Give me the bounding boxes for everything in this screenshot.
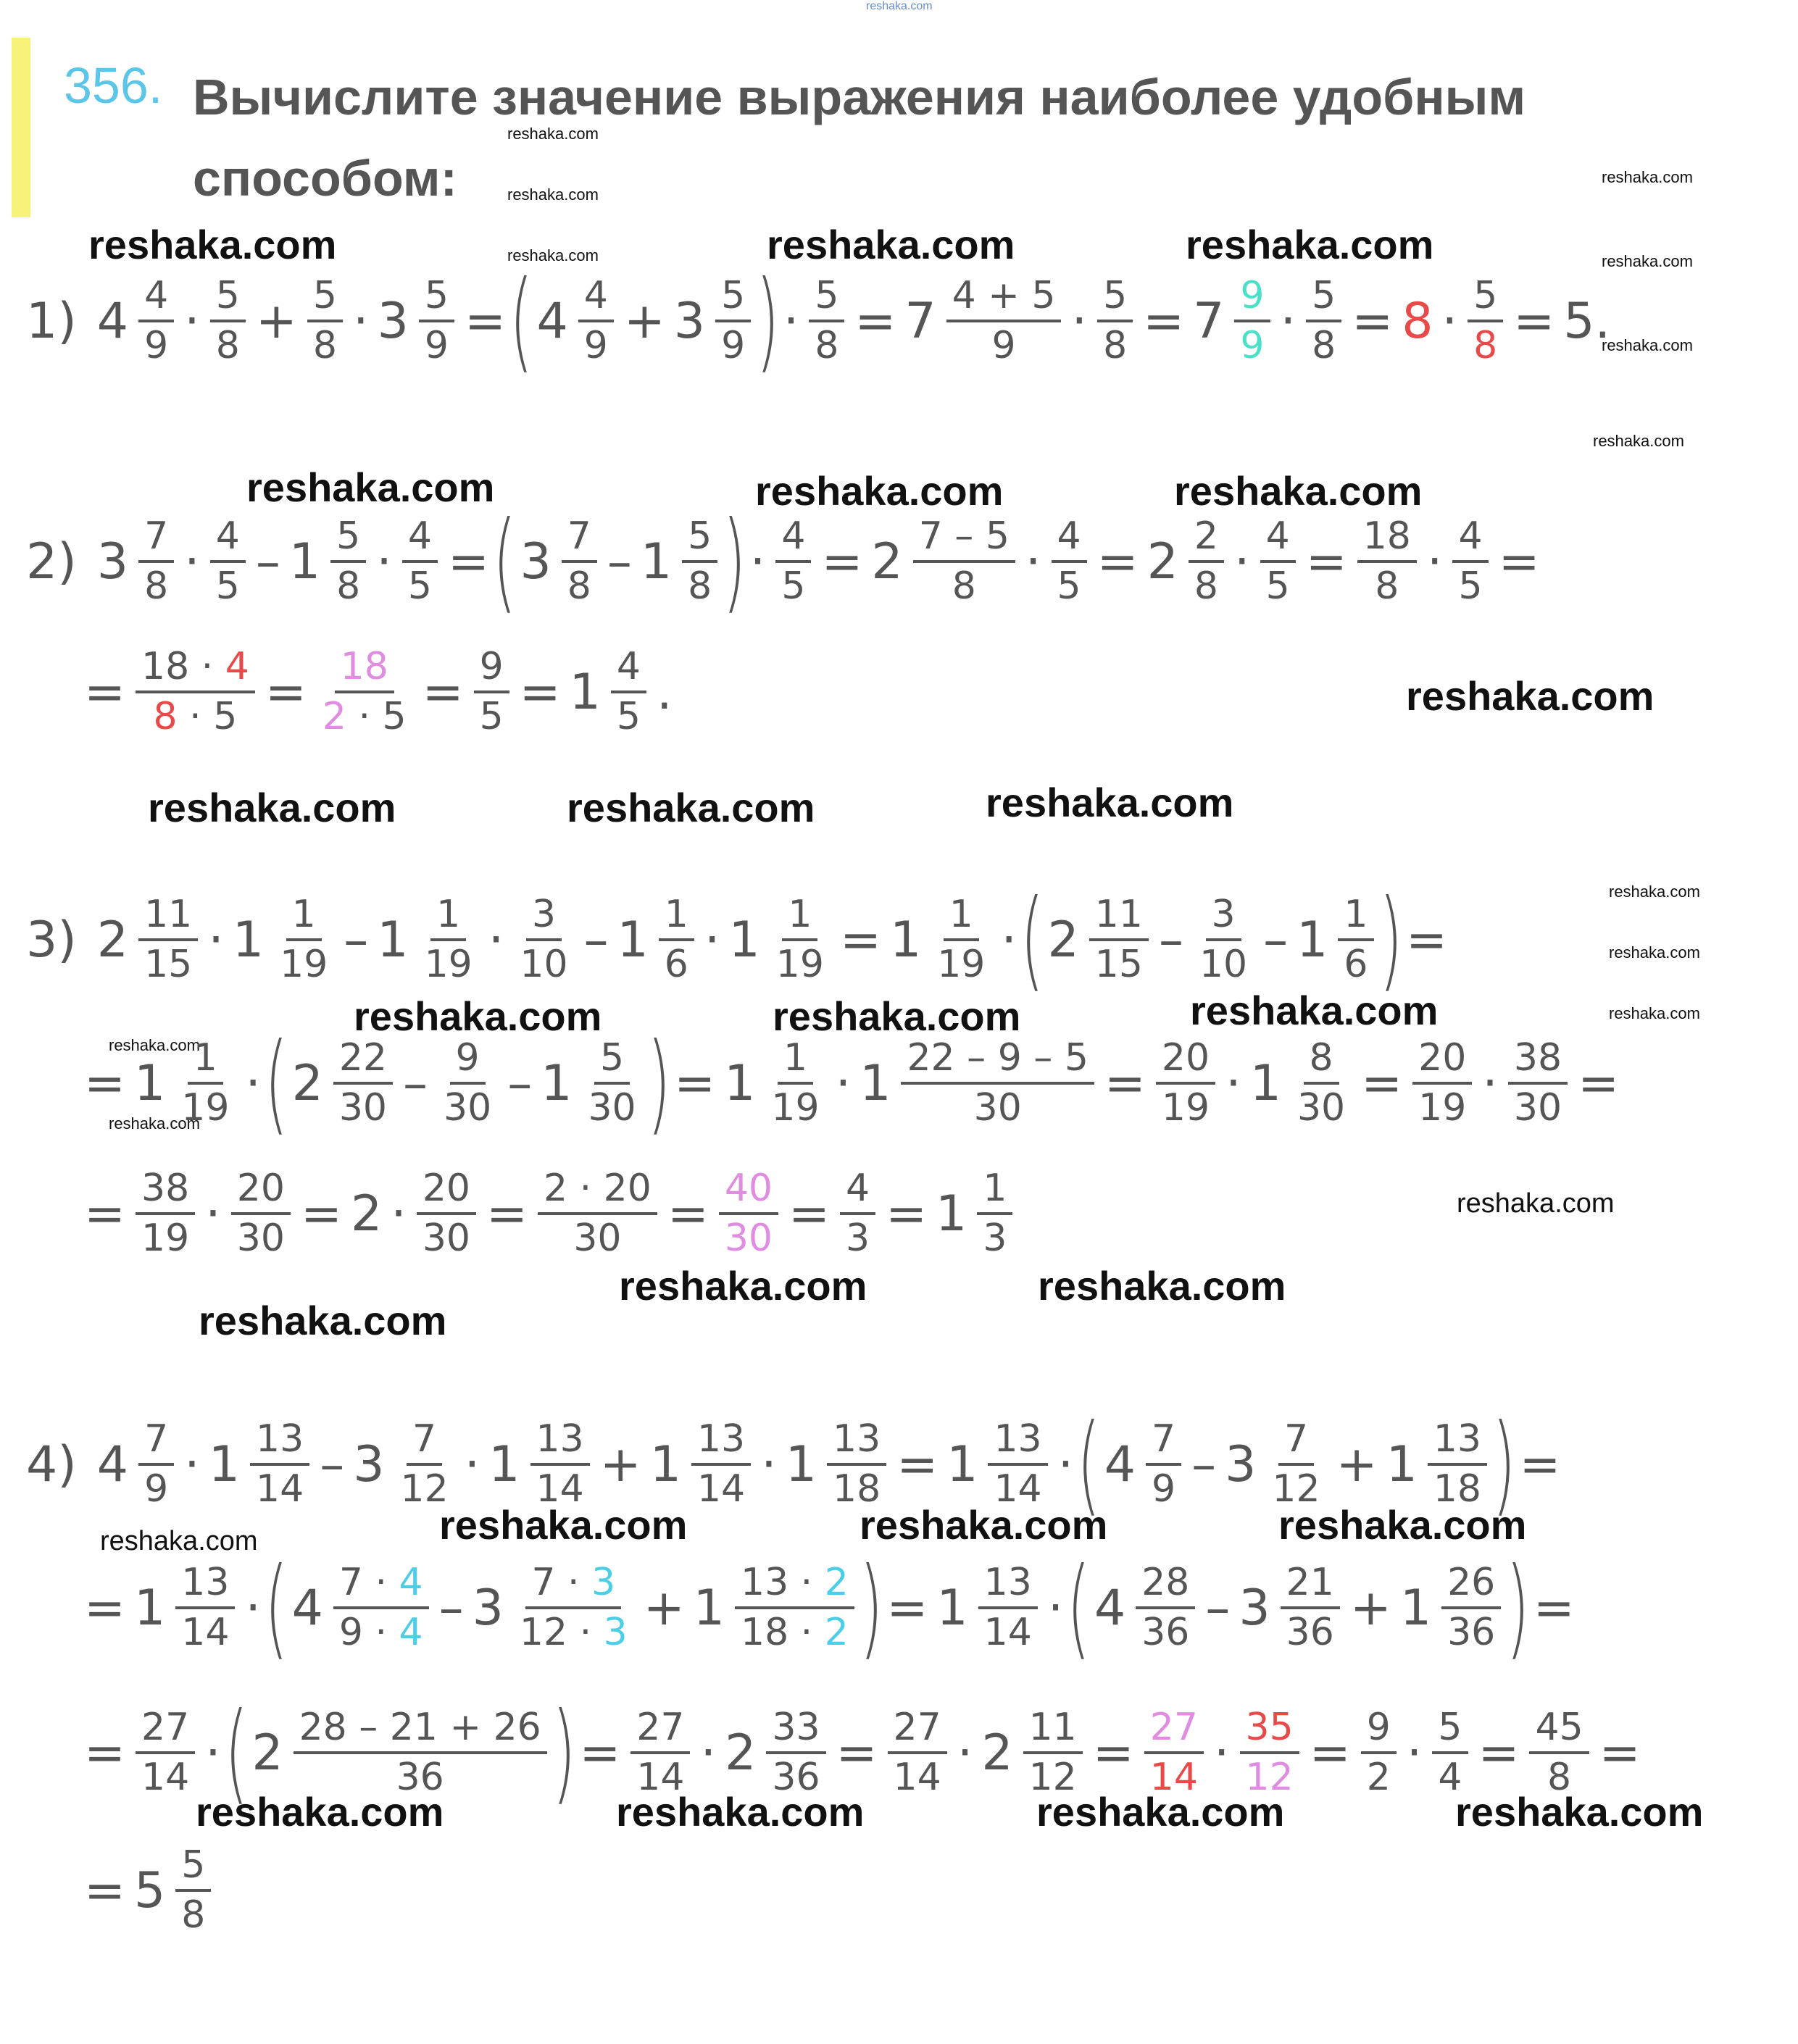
watermark: reshaka.com	[755, 468, 1004, 514]
watermark: reshaka.com	[1186, 222, 1434, 267]
watermark: reshaka.com	[1609, 1004, 1700, 1022]
task-number: 356.	[64, 57, 163, 114]
watermark: reshaka.com	[567, 785, 815, 830]
watermark: reshaka.com	[507, 185, 599, 204]
watermark: reshaka.com	[507, 125, 599, 143]
watermark: reshaka.com	[109, 1114, 200, 1132]
watermark: reshaka.com	[767, 222, 1015, 267]
watermark: reshaka.com	[1036, 1789, 1285, 1835]
watermark: reshaka.com	[1609, 943, 1700, 961]
solution-3-line-2: = 1 $\frac{1}{19}$ · ( 2 $\frac{22}{30}$ – $\frac{9}{30}$ – 1 $\frac{5}{30}$ ) = 1 $\frac{1}{19}$ · 1 $\frac{22 - 9 - 5}{30}$ = $\frac{20}{19}$ · 1 $\frac{8}{30}$ = $\frac{20}{19}$ · $\frac{38}{30}$ =	[84, 1020, 1620, 1146]
watermark: reshaka.com	[1609, 883, 1700, 901]
watermark: reshaka.com	[1593, 432, 1684, 450]
watermark: reshaka.com	[1174, 468, 1423, 514]
highlight-bar	[12, 38, 30, 217]
solution-label: 3)	[26, 911, 77, 969]
watermark: reshaka.com	[1278, 1502, 1527, 1548]
solution-1-line-1: 1) 4 $\frac{4}{9}$ · $\frac{5}{8}$ + $\frac{5}{8}$ · 3 $\frac{5}{9}$ = ( 4 $\frac{4}{9}$ + 3 $\frac{5}{9}$ ) · $\frac{5}{8}$ = 7 $\frac{4 + 5}{9}$ · $\frac{5}{8}$ = 7 $\frac{9}{9}$ · $\frac{5}{8}$ = 8 · $\frac{5}{8}$ = 5.	[22, 267, 1615, 375]
watermark: reshaka.com	[196, 1789, 444, 1835]
watermark: reshaka.com	[773, 993, 1021, 1039]
solution-label: 2)	[26, 533, 77, 591]
watermark: reshaka.com	[439, 1502, 688, 1548]
solution-4-line-4: = 5 $\frac{5}{8}$	[80, 1845, 217, 1936]
solution-4-line-1: 4) 4 $\frac{7}{9}$ · 1 $\frac{13}{14}$ – 3 $\frac{7}{12}$ · 1 $\frac{13}{14}$ + 1 $\frac{13}{14}$ · 1 $\frac{13}{18}$ = 1 $\frac{13}{14}$ · ( 4 $\frac{7}{9}$ – 3 $\frac{7}{12}$ + 1 $\frac{13}{18}$ ) =	[22, 1410, 1565, 1519]
watermark: reshaka.com	[1602, 336, 1693, 354]
solution-2-line-1: 2) 3 $\frac{7}{8}$ · $\frac{4}{5}$ – 1 $\frac{5}{8}$ · $\frac{4}{5}$ = ( 3 $\frac{7}{8}$ – 1 $\frac{5}{8}$ ) · $\frac{4}{5}$ = 2 $\frac{7 - 5}{8}$ · $\frac{4}{5}$ = 2 $\frac{2}{8}$ · $\frac{4}{5}$ = $\frac{18}{8}$ · $\frac{4}{5}$ =	[22, 507, 1544, 616]
watermark: reshaka.com	[616, 1789, 865, 1835]
solution-3-line-1: 3) 2 $\frac{11}{15}$ · 1 $\frac{1}{19}$ – 1 $\frac{1}{19}$ · $\frac{3}{10}$ – 1 $\frac{1}{6}$ · 1 $\frac{1}{19}$ = 1 $\frac{1}{19}$ · ( 2 $\frac{11}{15}$ – $\frac{3}{10}$ – 1 $\frac{1}{6}$ ) =	[22, 885, 1452, 994]
watermark: reshaka.com	[100, 1526, 258, 1556]
watermark: reshaka.com	[507, 246, 599, 264]
watermark: reshaka.com	[1190, 988, 1439, 1033]
watermark: reshaka.com	[246, 464, 495, 510]
top-watermark: reshaka.com	[866, 0, 933, 12]
watermark: reshaka.com	[860, 1502, 1108, 1548]
solution-2-line-2: = $\frac{18 \cdot 4}{8 \cdot 5}$ = $\frac{18}{2 \cdot 5}$ = $\frac{9}{5}$ = 1 $\frac{4}{5}$ .	[84, 645, 673, 739]
solution-label: 1)	[26, 292, 77, 350]
solution-4-line-2: = 1 $\frac{13}{14}$ · ( 4 $\frac{7 \cdot 4}{9 \cdot 4}$ – 3 $\frac{7 \cdot 3}{12 \cdot 3}$ + 1 $\frac{13 \cdot 2}{18 \cdot 2}$ ) = 1 $\frac{13}{14}$ · ( 4 $\frac{28}{36}$ – 3 $\frac{21}{36}$ + 1 $\frac{26}{36}$ ) =	[84, 1545, 1575, 1671]
watermark: reshaka.com	[986, 780, 1234, 825]
watermark: reshaka.com	[1457, 1188, 1615, 1219]
solution-label: 4)	[26, 1435, 77, 1493]
solution-4-line-3: = $\frac{27}{14}$ · ( 2 $\frac{28 - 21 + 26}{36}$ ) = $\frac{27}{14}$ · 2 $\frac{33}{36}$ = $\frac{27}{14}$ · 2 $\frac{11}{12}$ = $\frac{27}{14}$ · $\frac{35}{12}$ = $\frac{9}{2}$ · $\frac{5}{4}$ = $\frac{45}{8}$ =	[84, 1690, 1641, 1816]
watermark: reshaka.com	[1602, 168, 1693, 186]
watermark: reshaka.com	[1455, 1789, 1704, 1835]
watermark: reshaka.com	[1038, 1263, 1286, 1309]
solution-3-line-3: = $\frac{38}{19}$ · $\frac{20}{30}$ = 2 · $\frac{20}{30}$ = $\frac{2 \cdot 20}{30}$ = $\frac{40}{30}$ = $\frac{4}{3}$ = 1 $\frac{1}{3}$	[80, 1168, 1018, 1259]
watermark: reshaka.com	[1602, 252, 1693, 270]
watermark: reshaka.com	[88, 222, 337, 267]
watermark: reshaka.com	[354, 993, 602, 1039]
watermark: reshaka.com	[109, 1036, 200, 1054]
watermark: reshaka.com	[1406, 673, 1655, 719]
watermark: reshaka.com	[199, 1298, 447, 1343]
watermark: reshaka.com	[619, 1263, 867, 1309]
watermark: reshaka.com	[148, 785, 396, 830]
task-title: Вычислите значение выражения наиболее удобным способом:	[193, 69, 1526, 207]
